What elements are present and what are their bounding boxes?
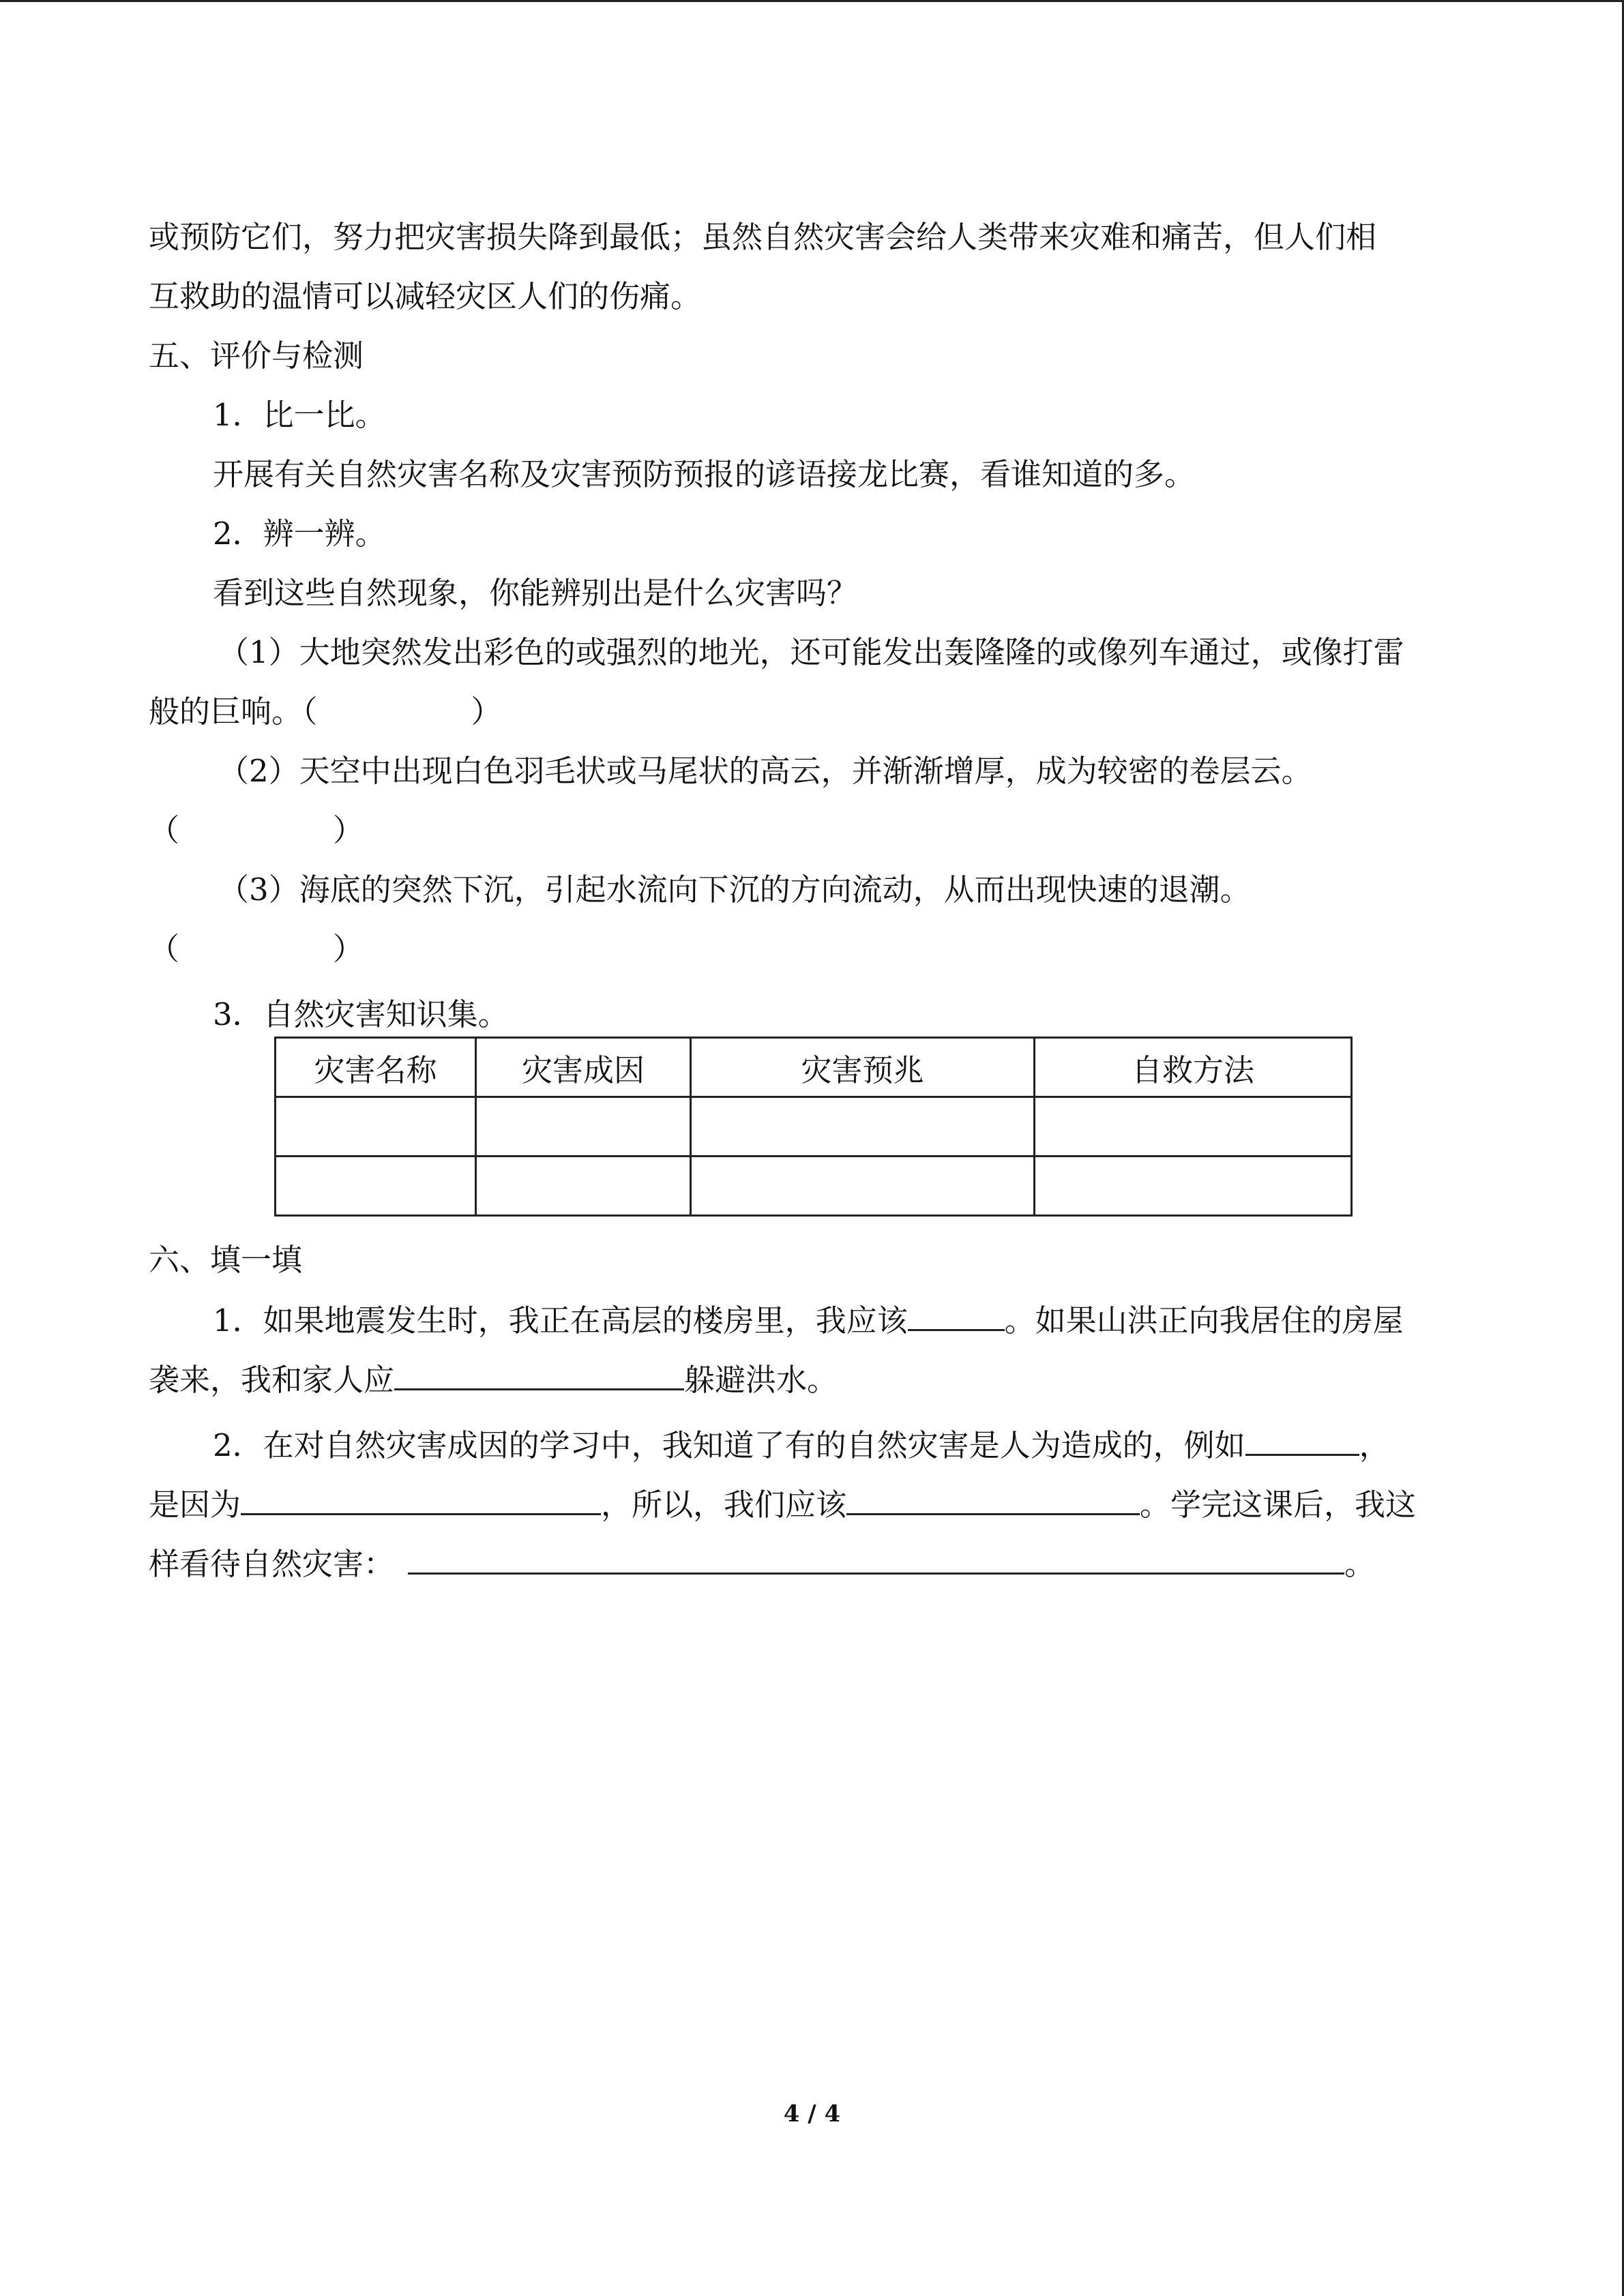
fill-1-line-2 xyxy=(149,1358,1486,1401)
fill-1-text-a: 1．如果地震发生时，我正在高层的楼房里，我应该 xyxy=(213,1302,908,1339)
fill-2-line-2 xyxy=(149,1483,1486,1525)
page-number: 4 / 4 xyxy=(783,2100,841,2128)
fill-1-text-d: 躲避洪水。 xyxy=(684,1362,838,1398)
table-header-cell: 灾害名称 xyxy=(276,1038,476,1097)
question-3-line-2: （ ） xyxy=(149,931,364,967)
item-1-text: 开展有关自然灾害名称及灾害预防预报的谚语接龙比赛，看谁知道的多。 xyxy=(213,456,1196,492)
question-1-line-1: （1）大地突然发出彩色的或强烈的地光，还可能发出轰隆隆的或像列车通过，或像打雷 xyxy=(218,634,1404,670)
fill-2-text-g: 。 xyxy=(1344,1546,1376,1582)
table-header-cell: 自救方法 xyxy=(1035,1038,1352,1097)
fill-2-blank-1[interactable] xyxy=(1245,1424,1359,1456)
fill-2-line-1 xyxy=(213,1424,1550,1466)
question-2-line-2: （ ） xyxy=(149,812,364,848)
disaster-knowledge-table xyxy=(274,1037,1353,1217)
table-cell[interactable] xyxy=(476,1097,691,1157)
fill-2-blank-4[interactable] xyxy=(408,1542,1344,1575)
table-cell[interactable] xyxy=(1035,1157,1352,1216)
table-header-row xyxy=(276,1038,1352,1097)
fill-2-text-f: 样看待自然灾害： xyxy=(149,1546,395,1582)
table-cell[interactable] xyxy=(1035,1097,1352,1157)
fill-2-blank-3[interactable] xyxy=(846,1483,1140,1515)
page-top-border xyxy=(0,0,1624,2)
table-row xyxy=(276,1097,1352,1157)
table-cell[interactable] xyxy=(276,1097,476,1157)
table-cell[interactable] xyxy=(691,1097,1035,1157)
question-1-line-2: 般的巨响。（ ） xyxy=(149,694,502,730)
table-row xyxy=(276,1157,1352,1216)
fill-2-blank-2[interactable] xyxy=(241,1483,601,1515)
fill-2-text-a: 2．在对自然灾害成因的学习中，我知道了有的自然灾害是人为造成的，例如 xyxy=(213,1427,1245,1463)
item-3-title: 3．自然灾害知识集。 xyxy=(213,996,509,1032)
question-2-line-1: （2）天空中出现白色羽毛状或马尾状的高云，并渐渐增厚，成为较密的卷层云。 xyxy=(218,753,1312,789)
fill-2-text-e: 。学完这课后，我这 xyxy=(1140,1487,1417,1523)
section-6-heading: 六、填一填 xyxy=(149,1242,303,1278)
section-5-heading: 五、评价与检测 xyxy=(149,338,364,374)
fill-1-text-c: 袭来，我和家人应 xyxy=(149,1362,395,1398)
item-1-title: 1．比一比。 xyxy=(213,397,386,433)
fill-1-blank-1[interactable] xyxy=(908,1299,1005,1331)
table-header-cell: 灾害预兆 xyxy=(691,1038,1035,1097)
fill-1-line-1 xyxy=(213,1299,1550,1341)
item-2-title: 2．辨一辨。 xyxy=(213,516,386,552)
fill-1-text-b: 。如果山洪正向我居住的房屋 xyxy=(1004,1302,1404,1339)
table-header-cell: 灾害成因 xyxy=(476,1038,691,1097)
item-2-text: 看到这些自然现象，你能辨别出是什么灾害吗？ xyxy=(213,575,858,611)
table-cell[interactable] xyxy=(691,1157,1035,1216)
question-3-line-1: （3）海底的突然下沉，引起水流向下沉的方向流动，从而出现快速的退潮。 xyxy=(218,871,1251,908)
fill-2-text-d: ，所以，我们应该 xyxy=(601,1487,847,1523)
fill-2-line-3 xyxy=(149,1542,1486,1585)
fill-1-blank-2[interactable] xyxy=(394,1358,684,1390)
fill-2-text-b: ， xyxy=(1359,1427,1390,1463)
fill-2-text-c: 是因为 xyxy=(149,1487,241,1523)
table-cell[interactable] xyxy=(476,1157,691,1216)
intro-line-2: 互救助的温情可以减轻灾区人们的伤痛。 xyxy=(149,278,702,314)
intro-line-1: 或预防它们，努力把灾害损失降到最低；虽然自然灾害会给人类带来灾难和痛苦，但人们相 xyxy=(149,219,1377,255)
table-cell[interactable] xyxy=(276,1157,476,1216)
